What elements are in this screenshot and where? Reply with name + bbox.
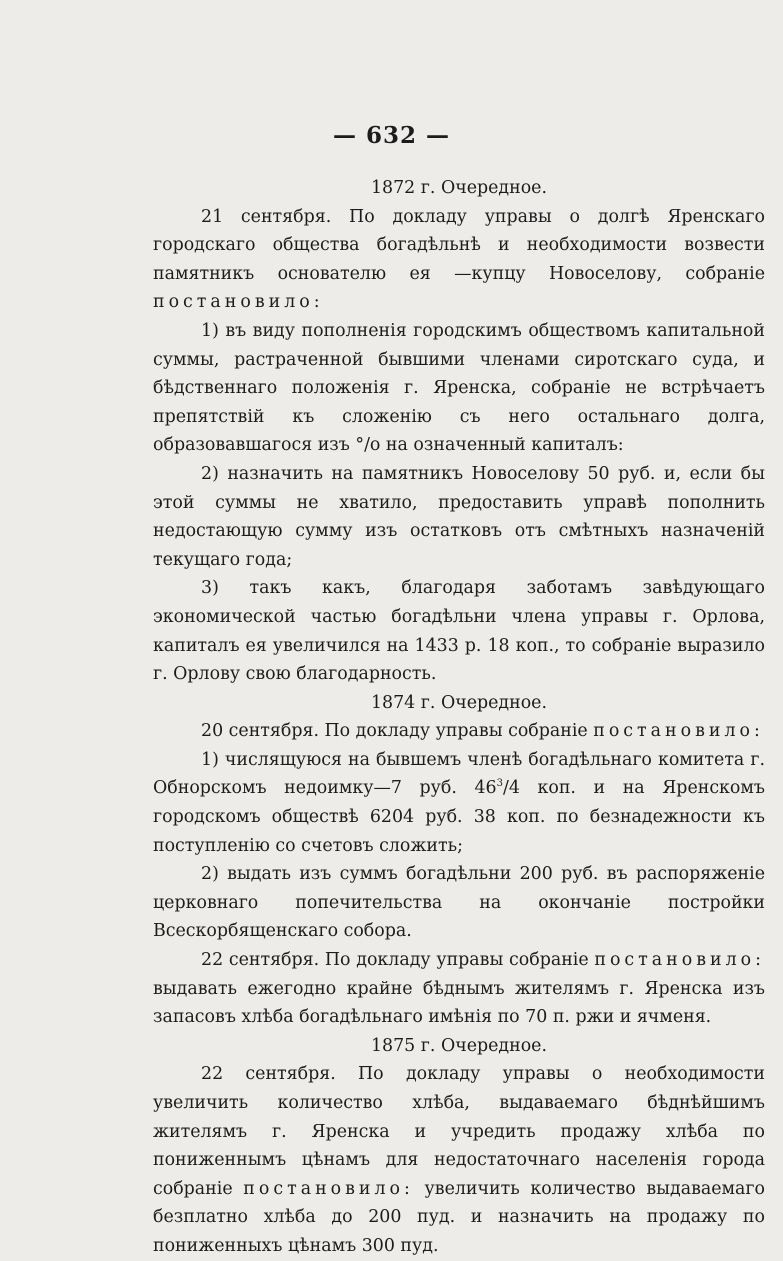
list-item-1872-2: 2) назначить на памятникъ Новоселову 50 руб. и, если бы этой суммы не хватило, предоставить управѣ пополнить недостающую сумму изъ остатковъ отъ смѣтныхъ назначеній текущаго года; [153,463,765,570]
document-body [153,174,765,1261]
paragraph-1874-22sep [153,946,765,1032]
page-number: — 632 — [332,122,451,149]
list-item-1872-1: 1) въ виду пополненія городскимъ обществомъ капитальной суммы, растраченной бывшими членами сиротскаго суда, и бѣдственнаго положенія г. Яренска, собраніе не встрѣчаетъ препятствій къ сложенію съ него остальнаго долга, образовавшагося изъ °/о на означенный капиталъ: [153,320,765,456]
spaced-verb: постановило: [593,721,764,742]
item-text: /4 коп. и на Яренскомъ городскомъ обществѣ 6204 руб. 38 коп. по безнадежности къ поступленію со счетовъ сложить; [153,778,765,856]
list-item-1872-3: 3) такъ какъ, благодаря заботамъ завѣдующаго экономической частью богадѣльни члена управы г. Орлова, капиталъ ея увеличился на 1433 р. 18 коп., то собраніе выразило г. Орлову свою благодарность. [153,578,765,685]
list-item-1874-2: 2) выдать изъ суммъ богадѣльни 200 руб. въ распоряженіе церковнаго попечительства на окончаніе постройки Всескорбященскаго собора. [153,864,765,942]
decision-text: увеличить количество выдаваемаго безплатно хлѣба до 200 пуд. и назначить на продажу по пониженныхъ цѣнамъ 300 пуд. [153,1178,765,1256]
decision-text: выдавать ежегодно крайне бѣднымъ жителямъ г. Яренска изъ запасовъ хлѣба богадѣльнаго имѣнія по 70 п. ржи и ячменя. [153,978,765,1028]
intro-text: 21 сентября. По докладу управы о долгѣ Яренскаго городскаго общества богадѣльнѣ и необходимости возвести памятникъ основателю ея —купцу Новоселову, собраніе [153,206,765,284]
item-text: 1) числящуюся на бывшемъ членѣ богадѣльнаго комитета г. Обнорскомъ недоимку—7 руб. 46 [153,749,765,799]
section-heading-1872: 1872 г. Очередное. [370,178,547,198]
paragraph-1875 [153,1060,765,1260]
intro-text: 22 сентября. По докладу управы собраніе [201,950,589,971]
intro-text: 20 сентября. По докладу управы собраніе [201,721,588,742]
list-item-1874-1 [153,746,765,860]
intro-text: 22 сентября. По докладу управы о необходимости увеличить количество хлѣба, выдаваемаго бѣднѣйшимъ жителямъ г. Яренска и учредить продажу хлѣба по пониженнымъ цѣнамъ для недостаточнаго населенія города собраніе [153,1064,765,1199]
section-heading-1874: 1874 г. Очередное. [370,692,547,713]
spaced-verb: постановило: [594,950,765,971]
paragraph-1874-intro [153,717,765,746]
spaced-verb: постановило: [153,292,324,313]
section-heading-1875: 1875 г. Очередное. [370,1035,547,1056]
fraction-numerator: 3 [496,778,503,790]
spaced-verb: постановило: [243,1178,414,1199]
paragraph-1872-intro [153,203,765,317]
